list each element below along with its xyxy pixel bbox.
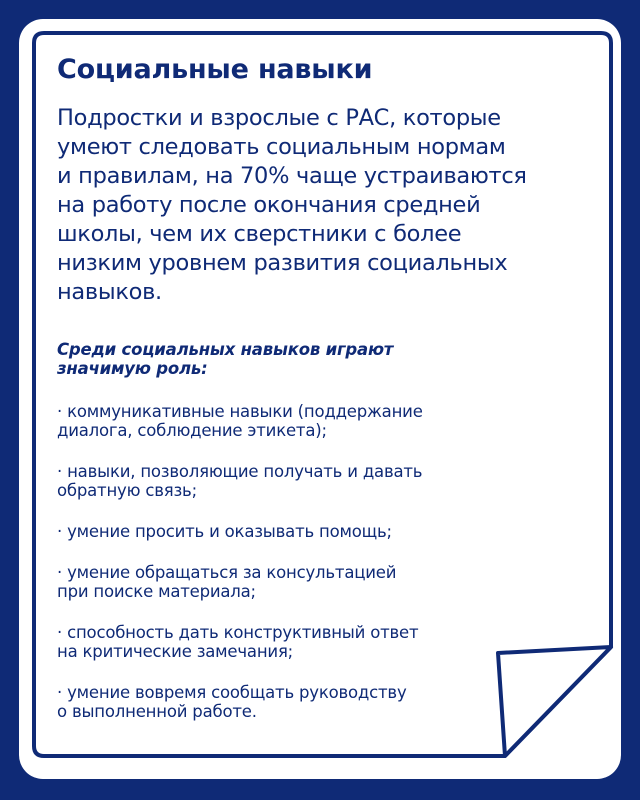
lead-paragraph (57, 104, 577, 307)
lead-line: и правилам, на 70% чаще устраиваются (57, 163, 527, 189)
lead-line: школы, чем их сверстники с более (57, 221, 462, 247)
lead-line: навыков. (57, 279, 162, 305)
skill-line: · способность дать конструктивный ответ (57, 623, 419, 642)
note-content (57, 52, 577, 743)
skill-line: диалога, соблюдение этикета); (57, 421, 327, 440)
skill-item-feedback (57, 462, 577, 500)
skill-line: при поиске материала; (57, 582, 256, 601)
skill-item-consultation (57, 563, 577, 601)
skill-line: обратную связь; (57, 481, 197, 500)
lead-line: Подростки и взрослые с РАС, которые (57, 105, 501, 131)
lead-line: низким уровнем развития социальных (57, 250, 508, 276)
skill-item-communication (57, 402, 577, 440)
skill-line: · коммуникативные навыки (поддержание (57, 402, 423, 421)
skills-heading (57, 340, 577, 378)
skill-item-reporting (57, 683, 577, 721)
skills-heading-line: значимую роль: (57, 359, 208, 378)
skills-heading-line: Среди социальных навыков играют (57, 340, 394, 359)
skill-line: на критические замечания; (57, 642, 294, 661)
skill-line: · умение обращаться за консультацией (57, 563, 397, 582)
lead-line: умеют следовать социальным нормам (57, 134, 506, 160)
skill-item-help (57, 522, 577, 541)
skill-line: · умение просить и оказывать помощь; (57, 522, 392, 541)
lead-line: на работу после окончания средней (57, 192, 481, 218)
page-title: Социальные навыки (57, 54, 373, 85)
skill-line: · навыки, позволяющие получать и давать (57, 462, 423, 481)
skill-line: · умение вовремя сообщать руководству (57, 683, 407, 702)
skills-list (57, 402, 577, 721)
skill-item-criticism (57, 623, 577, 661)
skill-line: о выполненной работе. (57, 702, 257, 721)
